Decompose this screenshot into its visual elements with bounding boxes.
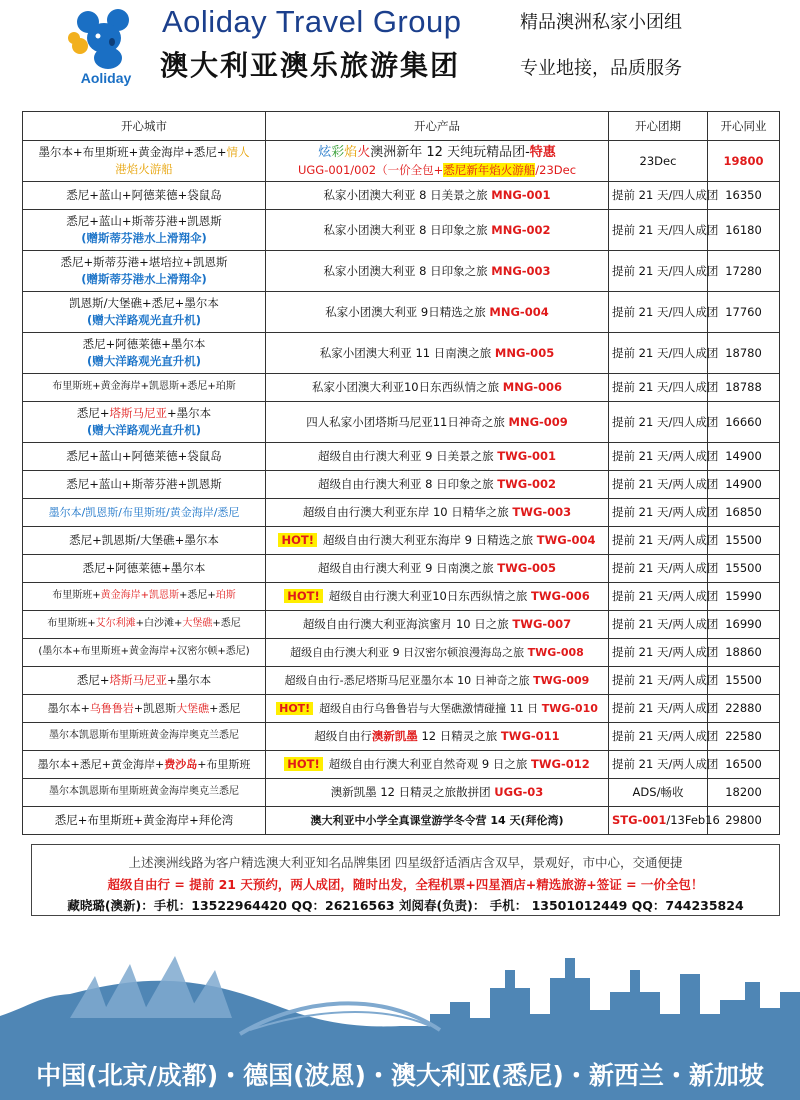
city-cell: 悉尼+蓝山+阿德莱德+袋鼠岛 [23, 182, 266, 210]
city-cell [23, 751, 266, 779]
tagline-1: 精品澳洲私家小团组 [520, 12, 682, 33]
tagline-2: 专业地接，品质服务 [520, 58, 682, 79]
product-name: 澳洲新年 12 天纯玩精品团- [370, 144, 530, 160]
product-cell [266, 723, 609, 751]
header-city: 开心城市 [23, 112, 266, 141]
city-text: +白沙滩+ [135, 618, 183, 630]
title-char: 焰 [344, 144, 358, 160]
table-row [23, 527, 780, 555]
product-name: 超级自由行澳大利亚海滨蜜月 10 日之旅 [302, 617, 509, 632]
sydney-skyline-icon [0, 918, 800, 1053]
product-cell [266, 807, 609, 835]
company-title-en: Aoliday Travel Group [162, 4, 462, 39]
date-cell [609, 807, 720, 835]
table-row [23, 471, 780, 499]
price-cell: 17760 [708, 292, 780, 333]
price-cell: 16660 [708, 402, 780, 443]
header-date: 开心团期 [609, 112, 708, 141]
city-highlight: 塔斯马尼亚 [109, 673, 167, 688]
product-code: TWG-011 [500, 729, 560, 744]
table-row [23, 251, 780, 292]
table-row [23, 807, 780, 835]
city-highlight: 艾尔利滩 [95, 618, 136, 630]
product-cell [266, 499, 609, 527]
product-code: MNG-004 [489, 304, 549, 319]
date-cell: 提前 21 天/两人成团 [609, 555, 708, 583]
product-code: TWG-006 [531, 589, 590, 604]
table-row [23, 723, 780, 751]
product-cell [266, 443, 609, 471]
product-name: 超级自由行澳大利亚自然奇观 9 日之旅 [328, 757, 528, 772]
city-text: +布里斯班 [197, 757, 251, 771]
product-name: 超级自由行-悉尼塔斯马尼亚墨尔本 10 日神奇之旅 [284, 673, 530, 687]
koala-logo-icon [68, 8, 138, 70]
price-cell: 16350 [708, 182, 780, 210]
product-code: TWG-005 [497, 561, 557, 576]
title-char: 火 [357, 144, 371, 160]
product-cell [266, 779, 609, 807]
company-title-cn: 澳大利亚澳乐旅游集团 [160, 49, 461, 82]
product-cell [266, 471, 609, 499]
city-text: +悉尼 [209, 701, 241, 715]
product-name: 私家小团澳大利亚 8 日印象之旅 [323, 222, 488, 237]
date-cell: 提前 21 天/四人成团 [609, 292, 708, 333]
table-row [23, 639, 780, 667]
date-cell: 提前 21 天/两人成团 [609, 667, 708, 695]
price-cell: 19800 [708, 141, 780, 182]
tour-table [22, 111, 780, 835]
city-cell [23, 695, 266, 723]
price-cell: 17280 [708, 251, 780, 292]
product-code: UGG-001/002（一价全包+ [297, 163, 444, 178]
price-cell: 15500 [708, 667, 780, 695]
table-row [23, 443, 780, 471]
city-text: 凯恩斯/大堡礁+悉尼+墨尔本 [69, 296, 219, 311]
price-cell: 18780 [708, 333, 780, 374]
date-cell: 提前 21 天/两人成团 [609, 583, 708, 611]
city-highlight: 珀斯 [215, 590, 236, 602]
city-highlight: 黄金海岸+凯恩斯 [100, 590, 179, 602]
table-row [23, 333, 780, 374]
page-header [0, 0, 800, 100]
product-name: 超级自由行澳大利亚东海岸 9 日精选之旅 [322, 533, 534, 548]
product-code: MNG-001 [491, 188, 551, 203]
hot-badge: HOT! [284, 757, 323, 771]
special-label: 特惠 [529, 144, 556, 160]
price-cell: 15500 [708, 527, 780, 555]
date-cell: 提前 21 天/四人成团 [609, 182, 708, 210]
price-cell: 22880 [708, 695, 780, 723]
info-line-1: 上述澳洲线路为客户精选澳大利亚知名品牌集团 四星级舒适酒店含双早，景观好，市中心，交通便捷 [128, 855, 683, 870]
city-text: 悉尼+ [76, 673, 110, 688]
city-cell: 布里斯班+黄金海岸+凯恩斯+悉尼+珀斯 [23, 374, 266, 402]
city-bonus: (赠大洋路观光直升机) [86, 313, 201, 327]
city-bonus: (赠大洋路观光直升机) [86, 354, 201, 368]
date-cell: 23Dec [609, 141, 708, 182]
product-code: MNG-002 [491, 222, 551, 237]
price-cell: 18788 [708, 374, 780, 402]
city-cell: 墨尔本凯恩斯布里斯班黄金海岸奥克兰悉尼 [23, 723, 266, 751]
date-cell: 提前 21 天/两人成团 [609, 471, 708, 499]
product-code: TWG-003 [512, 505, 572, 520]
product-code: TWG-004 [536, 533, 596, 548]
city-text: 布里斯班+ [47, 618, 96, 630]
city-text: 墨尔本+悉尼+黄金海岸+ [37, 757, 165, 771]
title-char: 彩 [331, 144, 345, 160]
product-name: 私家小团澳大利亚10日东西纵情之旅 [311, 380, 500, 395]
product-name: 超级自由行 [314, 729, 372, 744]
date-cell: 提前 21 天/两人成团 [609, 695, 708, 723]
date-cell: 提前 21 天/四人成团 [609, 251, 708, 292]
product-cell [266, 555, 609, 583]
city-bonus: (赠大洋路观光直升机) [86, 423, 201, 437]
product-cell [266, 527, 609, 555]
city-highlight: 大堡礁 [176, 701, 210, 715]
city-text: 悉尼+蓝山+斯蒂芬港+凯恩斯 [66, 214, 222, 229]
price-cell: 16990 [708, 611, 780, 639]
city-text: 悉尼+阿德莱德+墨尔本 [82, 337, 206, 352]
city-text: +墨尔本 [167, 406, 212, 421]
product-name: 超级自由行乌鲁鲁岩与大堡礁激情碰撞 11 日 [319, 701, 539, 715]
city-cell: 悉尼+蓝山+阿德莱德+袋鼠岛 [23, 443, 266, 471]
product-name: 私家小团澳大利亚 8 日印象之旅 [323, 263, 488, 278]
product-cell [266, 583, 609, 611]
product-name: 超级自由行澳大利亚 9 日汉密尔顿浪漫海岛之旅 [290, 645, 525, 659]
product-name: 超级自由行澳大利亚10日东西纵情之旅 [328, 589, 528, 604]
price-cell: 16850 [708, 499, 780, 527]
date-cell: 提前 21 天/四人成团 [609, 374, 708, 402]
product-code: TWG-009 [533, 673, 590, 687]
product-name: 私家小团澳大利亚 8 日美景之旅 [323, 188, 488, 203]
price-cell: 15500 [708, 555, 780, 583]
city-text: 悉尼+ [76, 406, 110, 421]
date-cell: 提前 21 天/两人成团 [609, 723, 708, 751]
date-cell: 提前 21 天/两人成团 [609, 751, 708, 779]
product-cell [266, 751, 609, 779]
city-cell: 墨尔本/凯恩斯/布里斯班/黄金海岸/悉尼 [23, 499, 266, 527]
table-row [23, 182, 780, 210]
date-cell: 提前 21 天/四人成团 [609, 333, 708, 374]
date-cell: 提前 21 天/两人成团 [609, 527, 708, 555]
date-cell: 提前 21 天/四人成团 [609, 210, 708, 251]
city-cell: 悉尼+阿德莱德+墨尔本 [23, 555, 266, 583]
city-cell [23, 333, 266, 374]
table-row [23, 210, 780, 251]
product-code: TWG-012 [531, 757, 590, 772]
footer-locations: 中国(北京/成都)・德国(波恩)・澳大利亚(悉尼)・新西兰・新加坡 [36, 1061, 764, 1090]
city-cell [23, 667, 266, 695]
price-cell: 22580 [708, 723, 780, 751]
city-cell [23, 583, 266, 611]
product-cell [266, 695, 609, 723]
date-cell: 提前 21 天/两人成团 [609, 443, 708, 471]
product-code: TWG-008 [527, 645, 584, 659]
city-text: +墨尔本 [167, 673, 212, 688]
table-row [23, 611, 780, 639]
product-code: MNG-003 [491, 263, 551, 278]
city-cell: 悉尼+凯恩斯/大堡礁+墨尔本 [23, 527, 266, 555]
price-cell: 15990 [708, 583, 780, 611]
product-cell [266, 667, 609, 695]
product-code: TWG-010 [541, 701, 598, 715]
title-char: 炫 [318, 144, 332, 160]
table-row [23, 499, 780, 527]
price-cell: 14900 [708, 443, 780, 471]
product-name: 澳大利亚中小学全真课堂游学冬令营 14 天(拜伦湾) [310, 813, 564, 827]
city-highlight: 港焰火游船 [115, 162, 173, 176]
table-row [23, 583, 780, 611]
product-name: 私家小团澳大利亚 11 日南澳之旅 [319, 345, 492, 360]
product-code: MNG-009 [508, 414, 568, 429]
price-cell: 18860 [708, 639, 780, 667]
city-cell [23, 141, 266, 182]
product-code: MNG-006 [502, 380, 563, 395]
product-cell [266, 639, 609, 667]
price-cell: 18200 [708, 779, 780, 807]
hot-badge: HOT! [278, 533, 317, 547]
city-text: 墨尔本+布里斯班+黄金海岸+悉尼+ [38, 144, 227, 159]
price-cell: 29800 [708, 807, 780, 835]
product-code: MNG-005 [494, 345, 555, 360]
city-highlight: 大堡礁 [182, 618, 213, 630]
product-code: STG-001 [612, 813, 667, 828]
product-name: 澳新凯墨 12 日精灵之旅散拼团 [330, 785, 491, 800]
city-highlight: 乌鲁鲁岩 [89, 701, 134, 715]
product-highlight: 悉尼新年焰火游船 [443, 163, 536, 178]
product-name: 超级自由行澳大利亚 9 日美景之旅 [317, 449, 494, 464]
header-product: 开心产品 [266, 112, 609, 141]
product-cell [266, 251, 609, 292]
hot-badge: HOT! [276, 702, 313, 715]
table-row [23, 751, 780, 779]
hot-badge: HOT! [284, 589, 323, 603]
product-name: 私家小团澳大利亚 9日精选之旅 [325, 304, 486, 319]
city-text: 悉尼+斯蒂芬港+堪培拉+凯恩斯 [60, 255, 228, 270]
product-code: TWG-002 [497, 477, 557, 492]
city-highlight: 塔斯马尼亚 [109, 406, 167, 421]
date-cell: ADS/畅收 [609, 779, 708, 807]
city-text: +悉尼 [212, 618, 241, 630]
info-line-2: 超级自由行 = 提前 21 天预约，两人成团，随时出发，全程机票+四星酒店+精选旅游+签证 = 一价全包！ [107, 877, 704, 892]
product-cell [266, 182, 609, 210]
city-cell [23, 402, 266, 443]
city-cell: (墨尔本+布里斯班+黄金海岸+汉密尔顿+悉尼) [23, 639, 266, 667]
city-cell: 墨尔本凯恩斯布里斯班黄金海岸奥克兰悉尼 [23, 779, 266, 807]
city-cell: 悉尼+布里斯班+黄金海岸+拜伦湾 [23, 807, 266, 835]
footer-bar [0, 1048, 800, 1100]
logo-wordmark: Aoliday [80, 70, 132, 86]
product-name: 12 日精灵之旅 [417, 729, 498, 744]
product-cell [266, 141, 609, 182]
table-header-row [23, 112, 780, 141]
table-row [23, 402, 780, 443]
price-cell: 14900 [708, 471, 780, 499]
city-text: 布里斯班+ [52, 590, 101, 602]
table-row [23, 141, 780, 182]
date-cell: 提前 21 天/四人成团 [609, 402, 708, 443]
product-cell [266, 611, 609, 639]
table-row [23, 374, 780, 402]
product-code: UGG-03 [494, 785, 544, 800]
contact-line: 藏晓璐(澳新)：手机：13522964420 QQ：26216563 刘阅春(负责)： 手机： 13501012449 QQ：744235824 [67, 898, 744, 913]
header-price: 开心同业 [708, 112, 780, 141]
product-cell [266, 333, 609, 374]
city-cell: 悉尼+蓝山+斯蒂芬港+凯恩斯 [23, 471, 266, 499]
product-name: 超级自由行澳大利亚东岸 10 日精华之旅 [302, 505, 509, 520]
product-name: 超级自由行澳大利亚 8 日印象之旅 [317, 477, 494, 492]
table-row [23, 695, 780, 723]
product-name: 四人私家小团塔斯马尼亚11日神奇之旅 [306, 414, 505, 429]
city-highlight: 费沙岛 [164, 757, 198, 771]
city-cell [23, 251, 266, 292]
product-name: 超级自由行澳大利亚 9 日南澳之旅 [317, 561, 494, 576]
date-cell: 提前 21 天/两人成团 [609, 611, 708, 639]
product-cell [266, 402, 609, 443]
info-box [31, 844, 780, 916]
city-text: 墨尔本+ [47, 701, 90, 715]
date-text: /13Feb16 [666, 813, 720, 828]
date-cell: 提前 21 天/两人成团 [609, 499, 708, 527]
price-cell: 16500 [708, 751, 780, 779]
table-row [23, 667, 780, 695]
city-text: +悉尼+ [179, 590, 216, 602]
city-bonus: (赠斯蒂芬港水上滑翔伞) [81, 231, 207, 245]
city-highlight: 情人 [226, 144, 250, 159]
table-row [23, 555, 780, 583]
city-cell [23, 292, 266, 333]
product-cell [266, 374, 609, 402]
city-text: +凯恩斯 [133, 701, 177, 715]
date-cell: 提前 21 天/两人成团 [609, 639, 708, 667]
city-cell [23, 611, 266, 639]
table-row [23, 779, 780, 807]
product-highlight: 澳新凯墨 [371, 729, 418, 744]
product-date: /23Dec [535, 163, 577, 178]
city-cell [23, 210, 266, 251]
table-row [23, 292, 780, 333]
product-code: TWG-007 [512, 617, 572, 632]
price-cell: 16180 [708, 210, 780, 251]
city-bonus: (赠斯蒂芬港水上滑翔伞) [81, 272, 207, 286]
product-cell [266, 292, 609, 333]
product-code: TWG-001 [497, 449, 557, 464]
product-cell [266, 210, 609, 251]
